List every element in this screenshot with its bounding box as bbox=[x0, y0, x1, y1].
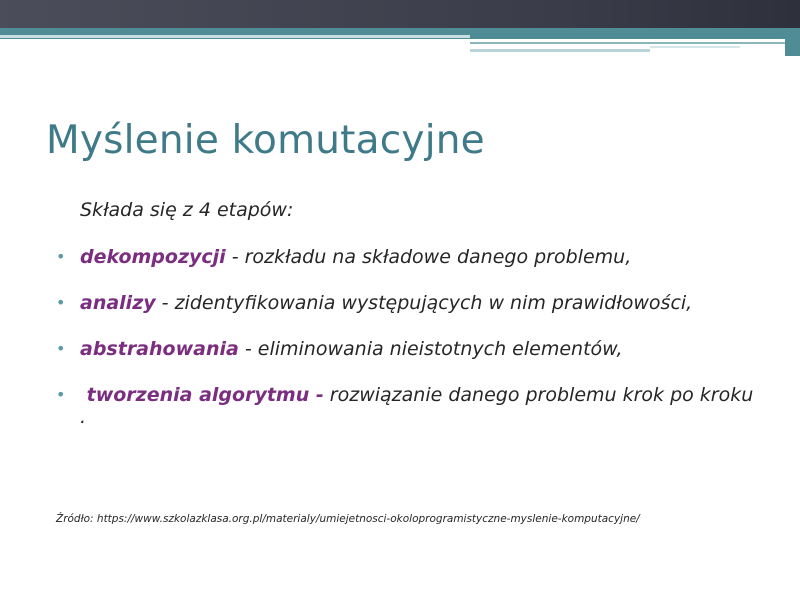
bullet-icon: • bbox=[56, 247, 66, 266]
stage-description: rozwiązanie danego problemu krok po kroku . bbox=[80, 384, 754, 428]
stage-description: - rozkładu na składowe danego problemu, bbox=[225, 246, 632, 268]
header-band-dark bbox=[0, 0, 800, 28]
slide-title: Myślenie komutacyjne bbox=[46, 118, 485, 163]
stage-term: analizy bbox=[80, 292, 156, 314]
list-item bbox=[56, 292, 756, 314]
bullet-icon: • bbox=[56, 293, 66, 312]
header-stripe bbox=[470, 49, 650, 52]
stage-term: abstrahowania bbox=[80, 338, 239, 360]
stage-term: tworzenia algorytmu - bbox=[80, 384, 324, 406]
header-stripe bbox=[0, 35, 470, 38]
stages-list bbox=[56, 246, 756, 428]
stage-term: dekompozycji bbox=[80, 246, 226, 268]
header-stripe bbox=[650, 46, 740, 48]
source-citation: Źródło: https://www.szkolazklasa.org.pl/materialy/umiejetnosci-okoloprogramistyczne-myslenie-komputacyjne/ bbox=[56, 513, 640, 525]
stage-description: - eliminowania nieistotnych elementów, bbox=[238, 338, 623, 360]
list-item bbox=[56, 384, 756, 428]
stage-description: - zidentyfikowania występujących w nim prawidłowości, bbox=[155, 292, 693, 314]
bullet-icon: • bbox=[56, 385, 66, 404]
slide-content bbox=[56, 198, 756, 452]
list-item bbox=[56, 338, 756, 360]
header-accent bbox=[785, 28, 800, 56]
header-stripe bbox=[470, 42, 790, 44]
bullet-icon: • bbox=[56, 339, 66, 358]
intro-text: Składa się z 4 etapów: bbox=[80, 199, 294, 221]
list-item bbox=[56, 246, 756, 268]
